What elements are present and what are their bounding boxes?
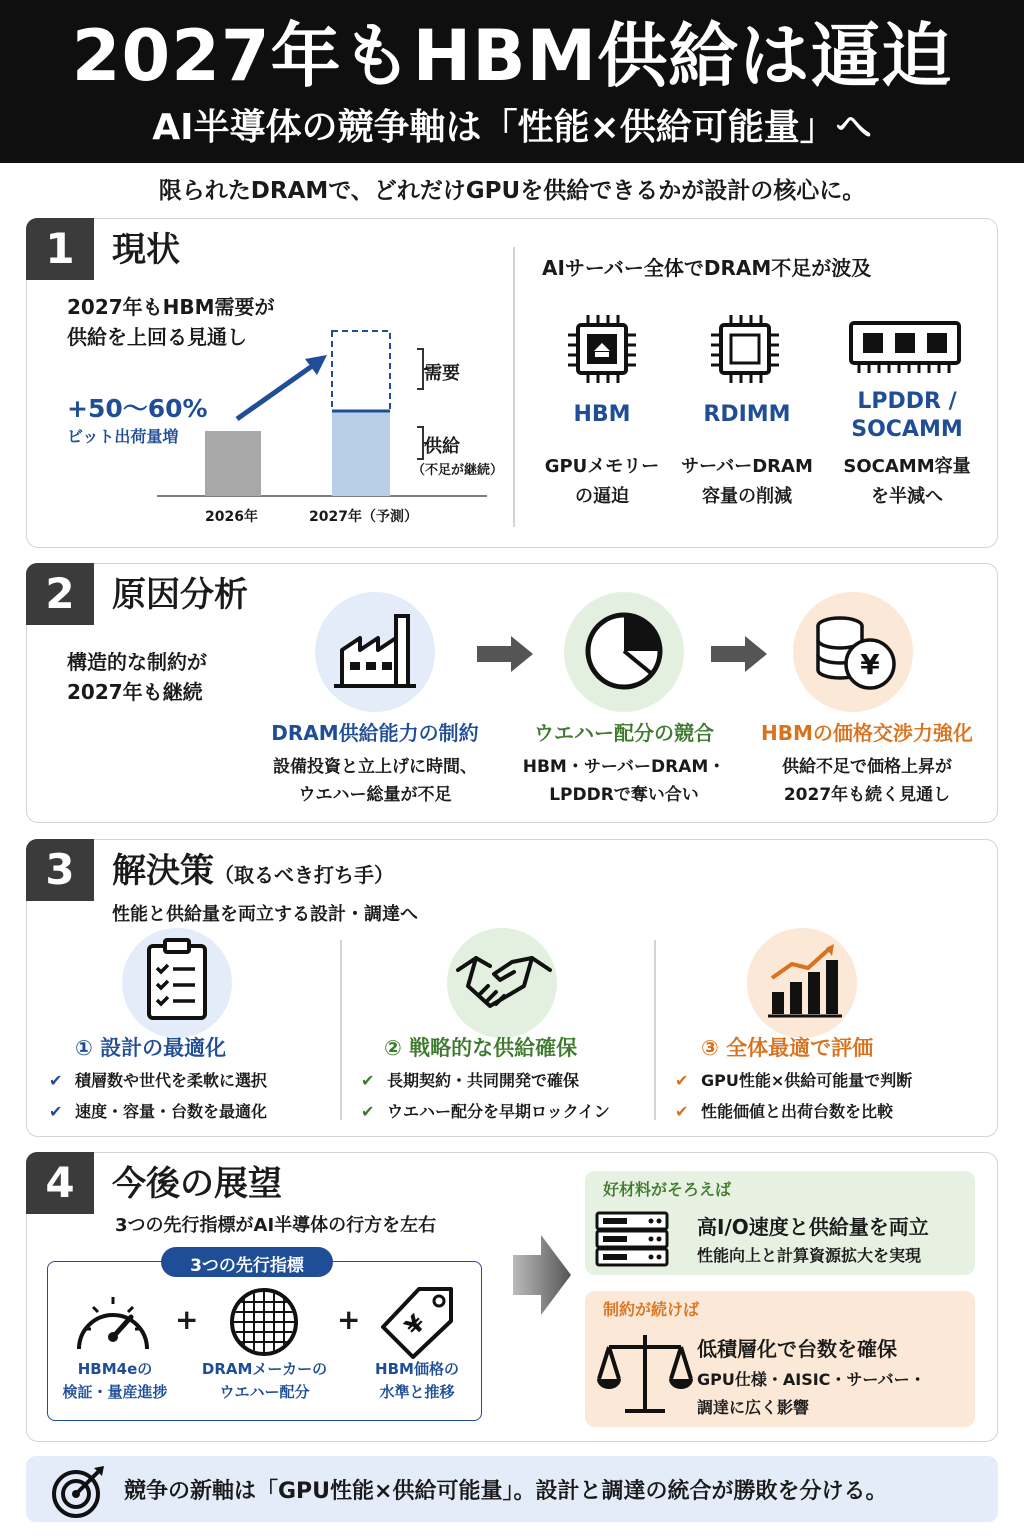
memory-module-icon (845, 319, 965, 379)
supply-note: （不足が継続） (412, 463, 504, 478)
solution-2-number: ② (384, 1036, 402, 1060)
solution-2-item-2 (361, 1099, 610, 1122)
good-scenario-label: 好材料がそろえば (603, 1180, 732, 1199)
bad-scenario-sub2: 調達に広く影響 (697, 1398, 810, 1417)
cause-3-desc2: 2027年も続く見通し (783, 785, 951, 805)
arrow-right-icon (711, 636, 771, 672)
indicator-1-line1: HBM4eの (77, 1360, 153, 1378)
solution-1-title (75, 1032, 226, 1062)
indicator-3-line2: 水準と推移 (379, 1383, 455, 1401)
svg-text:¥: ¥ (399, 1309, 431, 1341)
section-solutions (26, 839, 998, 1137)
section-cause-analysis (26, 563, 998, 823)
check-icon: ✔ (49, 1102, 63, 1121)
cause-2-desc2: LPDDRで奪い合い (549, 785, 699, 805)
item-hbm-desc2: の逼迫 (575, 486, 629, 507)
rdimm-chip-icon (705, 309, 785, 389)
indicator-3-line1: HBM価格の (375, 1360, 459, 1378)
outcome-arrow-icon (509, 1235, 575, 1315)
solution-3-title-text: 全体最適で評価 (726, 1036, 874, 1060)
price-tag-yen-icon (379, 1281, 459, 1361)
solution-divider (340, 940, 342, 1120)
page-subtitle: AI半導体の競争軸は「性能×供給可能量」へ (152, 107, 872, 148)
section-current-status (26, 218, 998, 548)
demand-label: 需要 (424, 363, 460, 384)
cause-desc-line1: 構造的な制約が (67, 650, 207, 674)
growth-label: ビット出荷量増 (67, 427, 179, 446)
coins-yen-icon (808, 606, 908, 696)
check-icon: ✔ (675, 1102, 689, 1121)
right-title: AIサーバー全体でDRAM不足が波及 (542, 256, 872, 280)
section1-divider (513, 247, 515, 527)
solution-item-text: ウエハー配分を早期ロックイン (387, 1102, 610, 1121)
factory-icon (330, 606, 420, 696)
section-number: 1 (26, 218, 94, 280)
cause-desc-line2: 2027年も継続 (67, 680, 203, 704)
item-hbm-name: HBM (573, 402, 631, 427)
item-rdimm-desc2: 容量の削減 (702, 486, 792, 507)
solution-1-number: ① (75, 1036, 93, 1060)
section-title-note: （取るべき打ち手） (214, 863, 394, 887)
cause-3-desc1: 供給不足で価格上昇が (782, 757, 952, 777)
wafer-icon (227, 1285, 301, 1359)
item-lpddr-name2: SOCAMM (851, 417, 963, 442)
solution-1-title-text: 設計の最適化 (100, 1036, 227, 1060)
plus-sign: + (337, 1303, 361, 1336)
footer-text: 競争の新軸は「GPU性能×供給可能量」。設計と調達の統合が勝敗を分ける。 (124, 1479, 888, 1504)
outlook-desc: 3つの先行指標がAI半導体の行方を左右 (115, 1215, 437, 1236)
solution-2-title-text: 戦略的な供給確保 (409, 1036, 578, 1060)
gauge-icon (71, 1285, 155, 1359)
item-lpddr-name1: LPDDR / (857, 389, 957, 414)
bad-scenario-label: 制約が続けば (603, 1300, 700, 1319)
indicator-2-line2: ウエハー配分 (219, 1383, 310, 1401)
cause-2-desc1: HBM・サーバーDRAM・ (522, 757, 726, 777)
status-desc-line2: 供給を上回る見通し (67, 325, 247, 349)
bar-growth-icon (764, 942, 844, 1022)
bar-chart (147, 319, 517, 509)
growth-arrow-line (237, 364, 315, 419)
section-title (112, 848, 394, 898)
section-title-main: 解決策 (112, 851, 214, 891)
growth-arrow-head (305, 355, 327, 375)
good-scenario-sub: 性能向上と計算資源拡大を実現 (697, 1246, 922, 1265)
section-title: 現状 (112, 230, 180, 270)
cause-1-desc2: ウエハー総量が不足 (298, 785, 452, 805)
pie-chart-icon (579, 606, 669, 696)
item-lpddr-desc2: を半減へ (871, 486, 943, 507)
solution-3-item-1 (675, 1068, 912, 1091)
page-title: 2027年もHBM供給は逼迫 (71, 15, 953, 97)
arrow-right-icon (477, 636, 537, 672)
check-icon: ✔ (49, 1071, 63, 1090)
solution-3-item-2 (675, 1099, 893, 1122)
cause-1-title: DRAM供給能力の制約 (271, 721, 479, 745)
hbm-chip-icon (562, 309, 642, 389)
indicator-label: 3つの先行指標 (190, 1256, 304, 1276)
solution-divider (654, 940, 656, 1120)
solution-item-text: 速度・容量・台数を最適化 (75, 1102, 268, 1121)
supply-label: 供給 (424, 436, 460, 457)
growth-value: +50～60% (67, 394, 208, 423)
status-desc-line1: 2027年もHBM需要が (67, 295, 275, 319)
section-number: 2 (26, 563, 94, 625)
solution-2-item-1 (361, 1068, 579, 1091)
server-rack-icon (593, 1209, 671, 1269)
solution-item-text: 長期契約・共同開発で確保 (387, 1071, 580, 1090)
item-hbm-desc1: GPUメモリー (544, 456, 660, 477)
solution-1-item-2 (49, 1099, 267, 1122)
indicator-1-line2: 検証・量産進捗 (62, 1383, 168, 1401)
section-title: 原因分析 (112, 575, 248, 615)
solution-item-text: 積層数や世代を柔軟に選択 (75, 1071, 268, 1090)
header-banner (0, 0, 1024, 163)
good-scenario-main: 高I/O速度と供給量を両立 (697, 1215, 929, 1239)
item-rdimm-desc1: サーバーDRAM (681, 456, 813, 477)
target-icon (50, 1464, 106, 1520)
solution-desc: 性能と供給量を両立する設計・調達へ (112, 904, 418, 925)
bar-2027-demand (332, 331, 390, 411)
section-title: 今後の展望 (112, 1164, 282, 1204)
item-lpddr-desc1: SOCAMM容量 (843, 456, 971, 477)
clipboard-checklist-icon (139, 936, 215, 1026)
balance-scale-icon (595, 1329, 695, 1419)
check-icon: ✔ (361, 1102, 375, 1121)
cause-2-title: ウエハー配分の競合 (534, 721, 714, 745)
handshake-icon (454, 950, 554, 1016)
section-number: 3 (26, 839, 94, 901)
solution-item-text: GPU性能×供給可能量で判断 (701, 1071, 913, 1090)
solution-3-title (701, 1032, 873, 1062)
bar-2026-supply (205, 431, 261, 496)
section-number: 4 (26, 1152, 94, 1214)
cause-1-desc1: 設備投資と立上げに時間、 (273, 757, 477, 777)
solution-2-title (384, 1032, 577, 1062)
item-rdimm-name: RDIMM (703, 402, 791, 427)
svg-text:¥: ¥ (860, 648, 880, 681)
solution-3-number: ③ (701, 1036, 719, 1060)
solution-item-text: 性能価値と出荷台数を比較 (701, 1102, 894, 1121)
cause-3-title: HBMの価格交渉力強化 (761, 721, 973, 745)
check-icon: ✔ (361, 1071, 375, 1090)
bad-scenario-main: 低積層化で台数を確保 (697, 1337, 897, 1361)
lead-text: 限られたDRAMで、どれだけGPUを供給できるかが設計の核心に。 (158, 178, 866, 204)
check-icon: ✔ (675, 1071, 689, 1090)
x-label-2027: 2027年（予測） (309, 509, 418, 525)
solution-1-item-1 (49, 1068, 267, 1091)
indicator-2-line1: DRAMメーカーの (201, 1360, 328, 1378)
section-outlook (26, 1152, 998, 1442)
bad-scenario-sub1: GPU仕様・AISIC・サーバー・ (697, 1370, 926, 1389)
plus-sign: + (175, 1303, 199, 1336)
bar-2027-supply (332, 411, 390, 496)
x-label-2026: 2026年 (205, 509, 258, 525)
